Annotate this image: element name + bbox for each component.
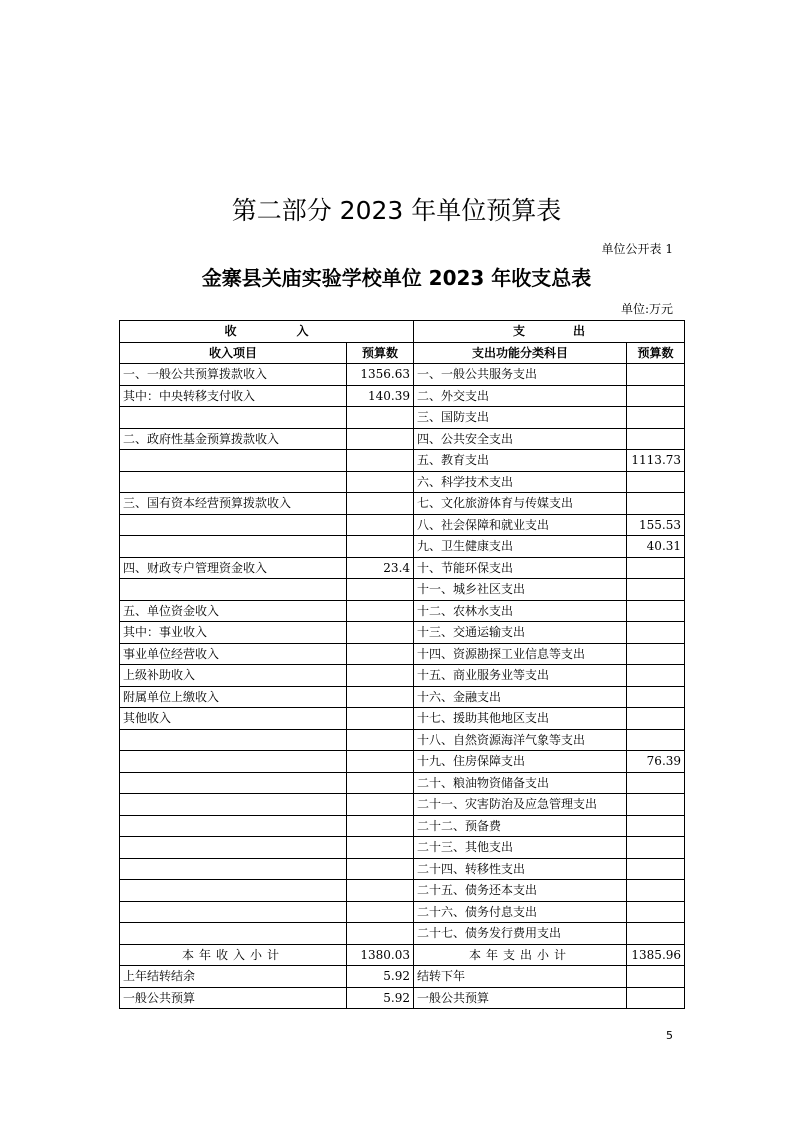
income-amount-cell: 23.4 (347, 557, 414, 579)
table-row (120, 536, 685, 558)
income-item-cell: 其他收入 (120, 708, 347, 730)
income-amount-cell (347, 428, 414, 450)
income-amount-cell (347, 514, 414, 536)
expense-item-cell: 六、科学技术支出 (414, 471, 627, 493)
expense-item-cell: 二、外交支出 (414, 385, 627, 407)
expense-item-cell: 十四、资源勘探工业信息等支出 (414, 643, 627, 665)
income-item-cell (120, 794, 347, 816)
expense-amount-cell (627, 901, 685, 923)
table-row (120, 579, 685, 601)
table-row (120, 493, 685, 515)
income-amount-cell (347, 708, 414, 730)
income-item-cell (120, 858, 347, 880)
income-item-cell (120, 536, 347, 558)
income-amount-cell (347, 729, 414, 751)
table-row (120, 794, 685, 816)
table-subheader-row (120, 342, 685, 364)
table-row (120, 471, 685, 493)
income-amount-cell (347, 751, 414, 773)
income-item-cell (120, 407, 347, 429)
expense-item-cell: 十二、农林水支出 (414, 600, 627, 622)
expense-amount-cell (627, 407, 685, 429)
table-row (120, 815, 685, 837)
expense-item-cell: 二十五、债务还本支出 (414, 880, 627, 902)
expense-header: 支 出 (414, 321, 685, 343)
expense-amount-col: 预算数 (627, 342, 685, 364)
expense-item-cell: 十三、交通运输支出 (414, 622, 627, 644)
expense-item-cell: 二十二、预备费 (414, 815, 627, 837)
income-item-cell (120, 772, 347, 794)
income-item-cell (120, 471, 347, 493)
income-amount-cell (347, 600, 414, 622)
expense-amount-cell (627, 579, 685, 601)
form-number: 单位公开表 1 (601, 242, 673, 256)
income-header: 收 入 (120, 321, 414, 343)
budget-table (119, 320, 685, 1009)
table-row (120, 944, 685, 966)
income-item-cell: 附属单位上缴收入 (120, 686, 347, 708)
income-amount-cell: 5.92 (347, 987, 414, 1009)
table-header-row (120, 321, 685, 343)
table-row (120, 600, 685, 622)
expense-amount-cell (627, 837, 685, 859)
expense-amount-cell (627, 428, 685, 450)
expense-amount-cell (627, 364, 685, 386)
income-amount-col: 预算数 (347, 342, 414, 364)
expense-item-cell: 七、文化旅游体育与传媒支出 (414, 493, 627, 515)
expense-amount-cell (627, 622, 685, 644)
expense-amount-cell: 40.31 (627, 536, 685, 558)
expense-item-cell: 二十三、其他支出 (414, 837, 627, 859)
expense-amount-cell (627, 987, 685, 1009)
income-item-cell (120, 751, 347, 773)
income-item-cell: 上年结转结余 (120, 966, 347, 988)
table-row (120, 708, 685, 730)
expense-amount-cell (627, 471, 685, 493)
table-row (120, 364, 685, 386)
table-row (120, 729, 685, 751)
income-item-cell: 本年收入小计 (120, 944, 347, 966)
income-amount-cell (347, 450, 414, 472)
table-row (120, 858, 685, 880)
expense-amount-cell (627, 493, 685, 515)
expense-amount-cell (627, 557, 685, 579)
expense-item-cell: 四、公共安全支出 (414, 428, 627, 450)
income-item-cell: 事业单位经营收入 (120, 643, 347, 665)
table-row (120, 385, 685, 407)
table-row (120, 772, 685, 794)
income-item-cell: 一般公共预算 (120, 987, 347, 1009)
income-item-cell (120, 923, 347, 945)
income-amount-cell (347, 686, 414, 708)
income-amount-cell (347, 407, 414, 429)
expense-amount-cell (627, 858, 685, 880)
expense-amount-cell (627, 665, 685, 687)
table-row (120, 966, 685, 988)
expense-item-cell: 一般公共预算 (414, 987, 627, 1009)
income-item-cell: 一、一般公共预算拨款收入 (120, 364, 347, 386)
expense-item-cell: 九、卫生健康支出 (414, 536, 627, 558)
expense-item-cell: 本年支出小计 (414, 944, 627, 966)
income-amount-cell: 1356.63 (347, 364, 414, 386)
table-row (120, 901, 685, 923)
expense-amount-cell (627, 794, 685, 816)
expense-amount-cell (627, 643, 685, 665)
table-row (120, 987, 685, 1009)
income-item-cell: 二、政府性基金预算拨款收入 (120, 428, 347, 450)
income-item-cell: 其中：事业收入 (120, 622, 347, 644)
income-amount-cell (347, 665, 414, 687)
table-row (120, 751, 685, 773)
expense-amount-cell (627, 600, 685, 622)
expense-amount-cell: 1113.73 (627, 450, 685, 472)
expense-item-cell: 结转下年 (414, 966, 627, 988)
income-amount-cell (347, 880, 414, 902)
expense-amount-cell (627, 923, 685, 945)
income-amount-cell (347, 794, 414, 816)
expense-item-col: 支出功能分类科目 (414, 342, 627, 364)
income-item-cell: 四、财政专户管理资金收入 (120, 557, 347, 579)
table-row (120, 407, 685, 429)
income-amount-cell (347, 579, 414, 601)
table-title: 金寨县关庙实验学校单位 2023 年收支总表 (201, 266, 592, 290)
table-row (120, 514, 685, 536)
income-item-cell (120, 729, 347, 751)
expense-item-cell: 二十四、转移性支出 (414, 858, 627, 880)
table-row (120, 557, 685, 579)
expense-item-cell: 十八、自然资源海洋气象等支出 (414, 729, 627, 751)
income-amount-cell: 1380.03 (347, 944, 414, 966)
income-item-cell (120, 514, 347, 536)
income-amount-cell (347, 837, 414, 859)
income-amount-cell (347, 923, 414, 945)
income-amount-cell (347, 815, 414, 837)
expense-item-cell: 十九、住房保障支出 (414, 751, 627, 773)
income-item-cell: 五、单位资金收入 (120, 600, 347, 622)
expense-amount-cell (627, 880, 685, 902)
table-row (120, 686, 685, 708)
income-item-cell (120, 579, 347, 601)
table-row (120, 665, 685, 687)
table-body (120, 364, 685, 1009)
part-title: 第二部分 2023 年单位预算表 (231, 196, 562, 225)
expense-item-cell: 二十一、灾害防治及应急管理支出 (414, 794, 627, 816)
expense-item-cell: 十、节能环保支出 (414, 557, 627, 579)
expense-amount-cell: 155.53 (627, 514, 685, 536)
income-amount-cell (347, 772, 414, 794)
income-item-cell: 三、国有资本经营预算拨款收入 (120, 493, 347, 515)
expense-item-cell: 一、一般公共服务支出 (414, 364, 627, 386)
expense-amount-cell (627, 815, 685, 837)
table-row (120, 622, 685, 644)
expense-amount-cell (627, 385, 685, 407)
table-row (120, 428, 685, 450)
expense-item-cell: 二十、粮油物资储备支出 (414, 772, 627, 794)
expense-item-cell: 三、国防支出 (414, 407, 627, 429)
table-row (120, 643, 685, 665)
table-row (120, 837, 685, 859)
page-number: 5 (666, 1029, 673, 1042)
expense-amount-cell (627, 729, 685, 751)
expense-amount-cell: 1385.96 (627, 944, 685, 966)
income-item-col: 收入项目 (120, 342, 347, 364)
income-amount-cell (347, 901, 414, 923)
income-amount-cell: 5.92 (347, 966, 414, 988)
expense-item-cell: 八、社会保障和就业支出 (414, 514, 627, 536)
expense-item-cell: 五、教育支出 (414, 450, 627, 472)
table-row (120, 880, 685, 902)
expense-amount-cell (627, 966, 685, 988)
income-amount-cell (347, 858, 414, 880)
income-item-cell: 其中：中央转移支付收入 (120, 385, 347, 407)
income-amount-cell (347, 471, 414, 493)
expense-item-cell: 十五、商业服务业等支出 (414, 665, 627, 687)
income-item-cell: 上级补助收入 (120, 665, 347, 687)
income-amount-cell (347, 493, 414, 515)
table-row (120, 450, 685, 472)
expense-amount-cell (627, 708, 685, 730)
income-item-cell (120, 901, 347, 923)
income-item-cell (120, 880, 347, 902)
income-item-cell (120, 837, 347, 859)
expense-item-cell: 十六、金融支出 (414, 686, 627, 708)
expense-item-cell: 十七、援助其他地区支出 (414, 708, 627, 730)
income-item-cell (120, 450, 347, 472)
expense-item-cell: 二十七、债务发行费用支出 (414, 923, 627, 945)
income-amount-cell (347, 536, 414, 558)
income-item-cell (120, 815, 347, 837)
expense-amount-cell (627, 772, 685, 794)
expense-amount-cell (627, 686, 685, 708)
expense-item-cell: 二十六、债务付息支出 (414, 901, 627, 923)
expense-item-cell: 十一、城乡社区支出 (414, 579, 627, 601)
unit-label: 单位:万元 (620, 302, 673, 316)
income-amount-cell (347, 622, 414, 644)
income-amount-cell: 140.39 (347, 385, 414, 407)
expense-amount-cell: 76.39 (627, 751, 685, 773)
income-amount-cell (347, 643, 414, 665)
table-row (120, 923, 685, 945)
